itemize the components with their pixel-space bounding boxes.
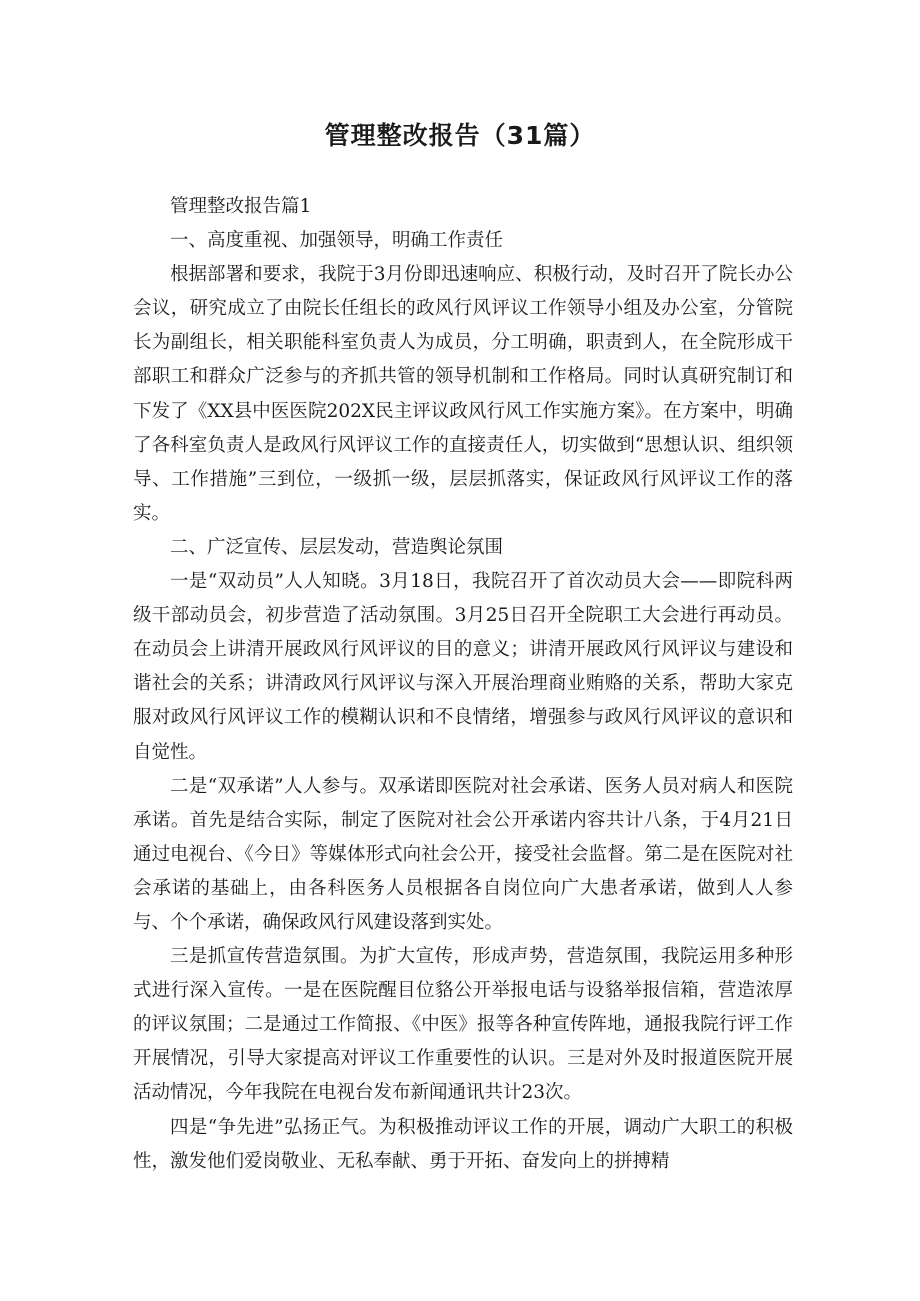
- paragraph: 一是“双动员”人人知晓。3月18日，我院召开了首次动员大会——即院科两级干部动员会，初步营造了活动氛围。3月25日召开全院职工大会进行再动员。在动员会上讲清开展政风行风评议的目的意义；讲清开展政风行风评议与建设和谐社会的关系；讲清政风行风评议与深入开展治理商业贿赂的关系，帮助大家克服对政风行风评议工作的模糊认识和不良情绪，增强参与政风行风评议的意识和自觉性。: [133, 571, 793, 763]
- paragraph: 三是抓宣传营造氛围。为扩大宣传，形成声势，营造氛围，我院运用多种形式进行深入宣传。一是在医院醒目位貉公开举报电话与设貉举报信箱，营造浓厚的评议氛围；二是通过工作简报、《中医》报等各种宣传阵地，通报我院行评工作开展情况，引导大家提高对评议工作重要性的认识。三是对外及时报道医院开展活动情况，今年我院在电视台发布新闻通讯共计23次。: [133, 946, 793, 1104]
- paragraph: 二是“双承诺”人人参与。双承诺即医院对社会承诺、医务人员对病人和医院承诺。首先是结合实际，制定了医院对社会公开承诺内容共计八条，于4月21日通过电视台、《今日》等媒体形式向社会公开，接受社会监督。第二是在医院对社会承诺的基础上，由各科医务人员根据各自岗位向广大患者承诺，做到人人参与、个个承诺，确保政风行风建设落到实处。: [133, 775, 793, 933]
- paragraph-section-heading: 管理整改报告篇1: [170, 196, 312, 217]
- paragraph-heading-1: 一、高度重视、加强领导，明确工作责任: [170, 230, 504, 252]
- paragraph: 四是“争先进”弘扬正气。为积极推动评议工作的开展，调动广大职工的积极性，激发他们爱岗敬业、无私奉献、勇于开拓、奋发向上的拼搏精: [133, 1116, 793, 1172]
- document-body: [133, 190, 793, 1179]
- paragraph-heading-2: 二、广泛宣传、层层发动，营造舆论氛围: [170, 536, 504, 558]
- document-title: 管理整改报告（31篇）: [324, 121, 596, 150]
- paragraph: 根据部署和要求，我院于3月份即迅速响应、积极行动，及时召开了院长办公会议，研究成立了由院长任组长的政风行风评议工作领导小组及办公室，分管院长为副组长，相关职能科室负责人为成员，分工明确，职责到人，在全院形成干部职工和群众广泛参与的齐抓共管的领导机制和工作格局。同时认真研究制订和下发了《XX县中医医院202X民主评议政风行风工作实施方案》。在方案中，明确了各科室负责人是政风行风评议工作的直接责任人，切实做到“思想认识、组织领导、工作措施”三到位，一级抓一级，层层抓落实，保证政风行风评议工作的落实。: [133, 264, 793, 524]
